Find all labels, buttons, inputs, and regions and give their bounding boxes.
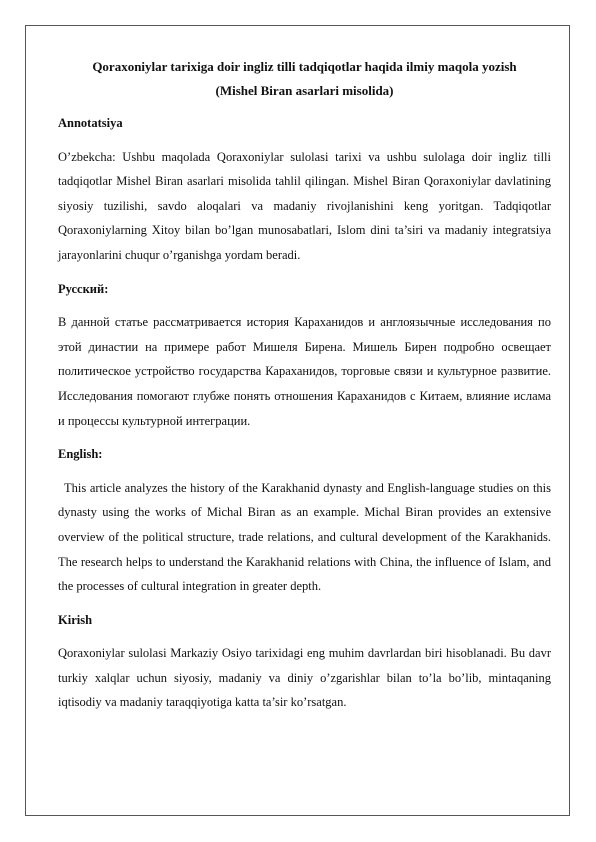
english-heading: English: xyxy=(58,447,103,462)
intro-heading: Kirish xyxy=(58,612,93,627)
document-body xyxy=(58,55,551,724)
annotation-heading: Annotatsiya xyxy=(58,116,123,130)
russian-heading: Русский: xyxy=(58,281,109,296)
document-title xyxy=(58,55,551,103)
russian-paragraph: В данной статье рассматривается история Караханидов и англоязычные исследования по этой династии на примере работ Мишеля Бирена. Мишель Бирен подробно освещает политическое устройство государства Караханидов, торговые связи и культурное развитие. Исследования помогают глубже понять отношения Караханидов с Китаем, влияние ислама и процессы культурной интеграции. xyxy=(58,315,551,428)
english-paragraph: This article analyzes the history of the Karakhanid dynasty and English-language studies on this dynasty using the works of Michal Biran as an example. Michal Biran provides an extensive overview of the political structure, trade relations, and cultural development of the Karakhanids. The research helps to understand the Karakhanid relations with China, the influence of Islam, and the processes of cultural integration in greater depth. xyxy=(58,480,551,594)
intro-paragraph: Qoraxoniylar sulolasi Markaziy Osiyo tarixidagi eng muhim davrlardan biri hisoblanadi. Bu davr turkiy xalqlar uchun siyosiy, madaniy va diniy o’zgarishlar bilan to’la bo’lib, mintaqaning iqtisodiy va madaniy taraqqiyotiga katta ta’sir ko’rsatgan. xyxy=(58,646,551,710)
title-line-2: (Mishel Biran asarlari misolida) xyxy=(215,83,394,98)
title-line-1: Qoraxoniylar tarixiga doir ingliz tilli tadqiqotlar haqida ilmiy maqola yozish xyxy=(92,59,517,74)
uzbek-paragraph: O’zbekcha: Ushbu maqolada Qoraxoniylar sulolasi tarixi va ushbu sulolaga doir ingliz tilli tadqiqotlar Mishel Biran asarlari misolida tahlil qilingan. Mishel Biran Qoraxoniylar davlatining siyosiy tuzilishi, savdo aloqalari va madaniy rivojlanishini keng yoritgan. Tadqiqotlar Qoraxoniylarning Xitoy bilan bo’lgan munosabatlari, Islom dini ta’siri va madaniy integratsiya jarayonlarini chuqur o’rganishga yordam beradi. xyxy=(58,149,551,262)
